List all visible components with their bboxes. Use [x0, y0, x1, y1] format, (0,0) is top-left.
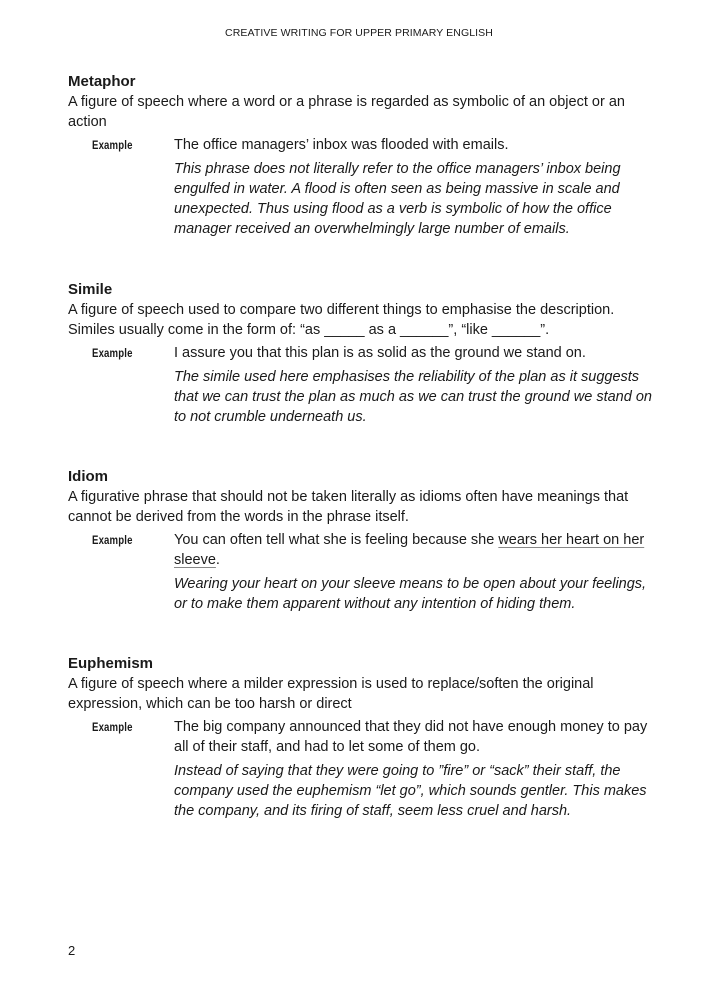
- example-sentence-prefix: You can often tell what she is feeling because she: [174, 532, 499, 548]
- example-label: Example: [92, 533, 133, 547]
- example-block: [68, 530, 658, 614]
- term-heading: Idiom: [68, 468, 108, 485]
- example-sentence: The office managers’ inbox was flooded with emails.: [174, 137, 509, 153]
- term-heading: Metaphor: [68, 73, 136, 90]
- term-heading: Euphemism: [68, 655, 154, 672]
- term-definition: A figure of speech where a word or a phrase is regarded as symbolic of an object or an action: [68, 94, 625, 130]
- example-label: Example: [92, 138, 133, 152]
- section-euphemism: [68, 654, 658, 821]
- underlined-idiom: wears her heart on her sleeve: [174, 532, 645, 568]
- example-sentence: [174, 530, 658, 570]
- example-explanation: Instead of saying that they were going to ”fire” or “sack” their staff, the company used the euphemism “let go”, which sounds gentler. This makes the company, and its firing of staff, seem less cruel and harsh.: [174, 763, 647, 819]
- term-definition: A figurative phrase that should not be taken literally as idioms often have meanings that cannot be derived from the words in the phrase itself.: [68, 489, 629, 525]
- section-simile: [68, 280, 658, 427]
- page-number: 2: [68, 943, 76, 958]
- example-label: Example: [92, 346, 133, 360]
- term-heading: Simile: [68, 281, 113, 298]
- section-metaphor: [68, 72, 658, 239]
- example-sentence-suffix: .: [215, 552, 220, 568]
- example-explanation: Wearing your heart on your sleeve means to be open about your feelings, or to make them apparent without any intention of hiding them.: [174, 576, 647, 612]
- example-block: [68, 717, 658, 821]
- term-definition: A figure of speech where a milder expression is used to replace/soften the original expression, which can be too harsh or direct: [68, 676, 594, 712]
- example-explanation: This phrase does not literally refer to the office managers’ inbox being engulfed in water. A flood is often seen as being massive in scale and unexpected. Thus using flood as a verb is symbolic of how the office manager received an overwhelmingly large number of emails.: [174, 161, 621, 237]
- section-idiom: [68, 467, 658, 614]
- example-sentence: The big company announced that they did not have enough money to pay all of their staff, and had to let some of them go.: [174, 719, 648, 755]
- example-block: [68, 343, 658, 427]
- example-label: Example: [92, 720, 133, 734]
- example-sentence: I assure you that this plan is as solid as the ground we stand on.: [174, 345, 586, 361]
- term-definition: A figure of speech used to compare two different things to emphasise the description. Similes usually come in the form of: “as _____ as a ______”, “like ______”.: [68, 302, 615, 338]
- example-explanation: The simile used here emphasises the reliability of the plan as it suggests that we can trust the plan as much as we can trust the ground we stand on to not crumble underneath us.: [174, 369, 652, 425]
- example-block: [68, 135, 658, 239]
- running-header: CREATIVE WRITING FOR UPPER PRIMARY ENGLISH: [225, 27, 493, 39]
